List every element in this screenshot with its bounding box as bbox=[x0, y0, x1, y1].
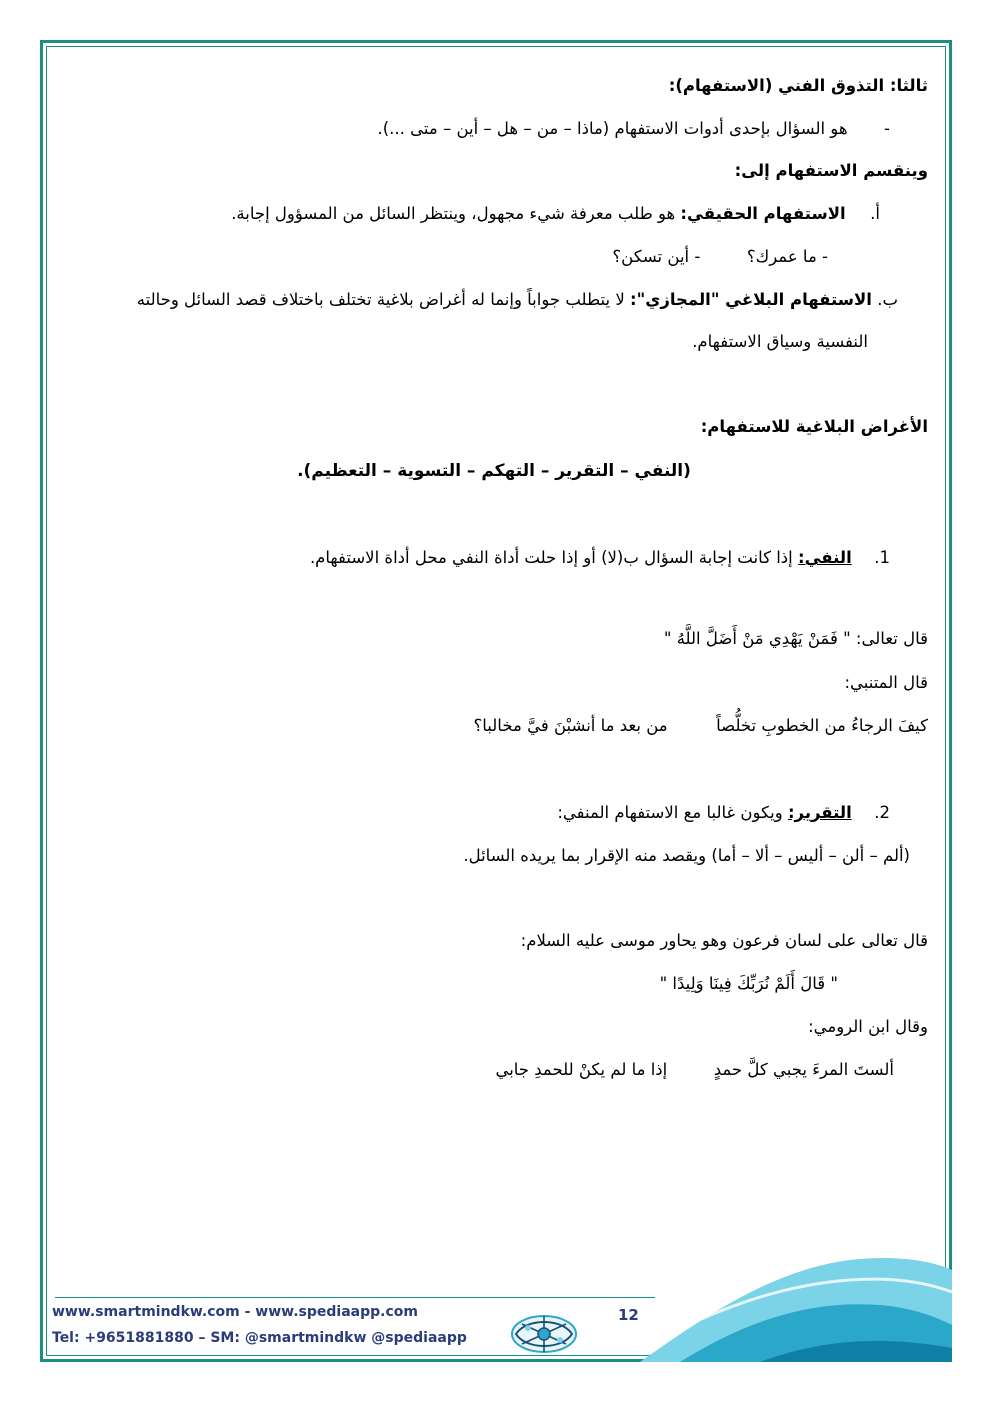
footer-divider bbox=[55, 1297, 655, 1298]
example-age: - ما عمرك؟ bbox=[746, 247, 828, 266]
example-residence: - أين تسكن؟ bbox=[612, 247, 701, 266]
negation-number: 1. bbox=[874, 548, 890, 567]
rhetorical-question-label: الاستفهام البلاغي "المجازي": bbox=[630, 290, 872, 309]
real-question-label: الاستفهام الحقيقي: bbox=[680, 204, 846, 223]
real-question-marker: أ. bbox=[870, 204, 880, 223]
affirmation-text: ويكون غالبا مع الاستفهام المنفي: bbox=[557, 803, 783, 822]
footer-contact: Tel: +9651881880 – SM: @smartmindkw @spediaapp bbox=[52, 1330, 467, 1346]
section-title: ثالثا: التذوق الفني (الاستفهام): bbox=[668, 76, 928, 95]
rhetorical-question-marker: ب. bbox=[877, 290, 898, 309]
affirmation-heading bbox=[557, 801, 890, 825]
negation-poet-intro: قال المتنبي: bbox=[844, 673, 928, 692]
affirmation-verse-first: ألستَ المرءَ يجبي كلَّ حمدٍ bbox=[713, 1060, 894, 1079]
page-frame-inner bbox=[46, 46, 946, 1356]
footer-websites: www.smartmindkw.com - www.spediaapp.com bbox=[52, 1304, 418, 1320]
negation-verse bbox=[474, 714, 928, 738]
brand-logo-icon bbox=[508, 1310, 580, 1356]
definition-line bbox=[377, 117, 890, 141]
affirmation-label: التقرير: bbox=[787, 803, 852, 822]
real-question-line bbox=[231, 202, 880, 226]
divide-title: وينقسم الاستفهام إلى: bbox=[734, 161, 928, 180]
page-number: 12 bbox=[618, 1306, 639, 1324]
affirmation-quran-intro: قال تعالى على لسان فرعون وهو يحاور موسى عليه السلام: bbox=[520, 931, 928, 950]
affirmation-number: 2. bbox=[874, 803, 890, 822]
rhetorical-question-text: لا يتطلب جواباً وإنما له أغراض بلاغية تختلف باختلاف قصد السائل وحالته bbox=[136, 290, 625, 309]
negation-verse-first: كيفَ الرجاءُ من الخطوبِ تخلُّصاً bbox=[716, 716, 928, 735]
real-question-examples bbox=[612, 245, 828, 269]
purposes-list: (النفي – التقرير – التهكم – التسوية – التعظيم). bbox=[297, 461, 691, 481]
affirmation-quran: " قَالَ أَلَمْ نُرَبِّكَ فِينَا وَلِيدًا " bbox=[659, 974, 838, 993]
purposes-title: الأغراض البلاغية للاستفهام: bbox=[700, 417, 928, 436]
affirmation-tools: (ألم – ألن – أليس – ألا – أما) ويقصد منه الإقرار بما يريده السائل. bbox=[463, 846, 910, 865]
rhetorical-question-continuation: النفسية وسياق الاستفهام. bbox=[692, 332, 868, 351]
negation-quran: قال تعالى: " فَمَنْ يَهْدِي مَنْ أَضَلَّ اللَّهُ " bbox=[663, 629, 928, 648]
definition-bullet: - bbox=[884, 119, 890, 138]
rhetorical-question-line bbox=[137, 288, 898, 312]
real-question-text: هو طلب معرفة شيء مجهول، وينتظر السائل من المسؤول إجابة. bbox=[231, 204, 676, 223]
definition-text: هو السؤال بإحدى أدوات الاستفهام (ماذا – من – هل – أين – متى ...). bbox=[377, 119, 848, 138]
negation-label: النفي: bbox=[797, 548, 852, 567]
affirmation-poet-intro: وقال ابن الرومي: bbox=[808, 1017, 928, 1036]
affirmation-verse-second: إذا ما لم يكنْ للحمدِ جابي bbox=[495, 1060, 668, 1079]
negation-verse-second: من بعد ما أنشبْنَ فيَّ مخالبا؟ bbox=[473, 716, 668, 735]
affirmation-verse bbox=[495, 1058, 894, 1082]
negation-text: إذا كانت إجابة السؤال ب(لا) أو إذا حلت أداة النفي محل أداة الاستفهام. bbox=[309, 548, 793, 567]
decorative-waves bbox=[640, 1200, 952, 1362]
negation-heading bbox=[310, 546, 890, 570]
